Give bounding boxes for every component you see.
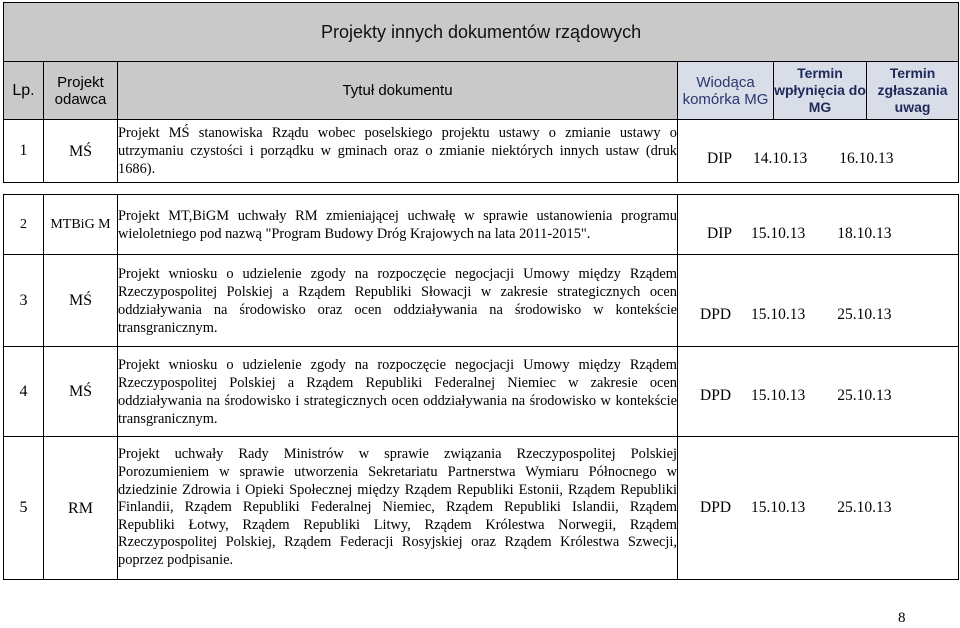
row-received-date: 15.10.13 [751,305,806,323]
row-dates [678,347,959,437]
row-title: Projekt wniosku o udzielenie zgody na rozpoczęcie negocjacji Umowy między Rządem Rzeczypospolitej Polskiej a Rządem Republiki Słowacji w zakresie strategicznych ocen oddziaływania na środowisko oraz ocen oddziaływania na środowisko w kontekście transgranicznym. [118,255,678,347]
table-row [4,255,959,347]
row-received-date: 15.10.13 [751,386,806,404]
row-deadline: 25.10.13 [837,499,892,516]
table-row [4,437,959,580]
table-row [4,120,959,183]
row-org: MŚ [44,255,118,347]
page-title: Projekty innych dokumentów rządowych [4,3,959,62]
header-deadline: Termin zgłaszania uwag [867,62,959,120]
row-lp: 5 [4,437,44,580]
header-title: Tytuł dokumentu [118,62,678,120]
row-title: Projekt MŚ stanowiska Rządu wobec poselskiego projektu ustawy o zmianie ustawy o utrzymaniu czystości i porządku w gminach oraz o zmianie niektórych innych ustaw (druk 1686). [118,120,678,183]
row-deadline: 25.10.13 [837,386,892,404]
row-received-date: 15.10.13 [750,224,806,242]
row-dates [678,120,959,183]
row-title: Projekt wniosku o udzielenie zgody na rozpoczęcie negocjacji Umowy między Rządem Rzeczypospolitej Polskiej a Rządem Republiki Federalnej Niemiec w zakresie ocen oddziaływania na środowisko i strategicznych ocen oddziaływania na środowisko w kontekście transgranicznym. [118,347,678,437]
row-lp: 4 [4,347,44,437]
row-received-date: 15.10.13 [751,499,806,516]
row-lp: 3 [4,255,44,347]
row-dates [678,255,959,347]
row-lead-unit: DPD [700,499,732,516]
header-row [4,62,959,120]
row-lp: 2 [4,195,44,255]
header-received-date: Termin wpłynięcia do MG [774,62,867,120]
row-org: MŚ [44,120,118,183]
row-lp: 1 [4,120,44,183]
header-lp: Lp. [4,62,44,120]
row-lead-unit: DPD [700,386,732,404]
row-deadline: 18.10.13 [837,224,892,242]
row-deadline: 16.10.13 [839,150,894,167]
title-row [4,3,959,62]
row-lead-unit: DIP [707,224,732,242]
table-row [4,195,959,255]
row-title: Projekt MT,BiGM uchwały RM zmieniającej uchwałę w sprawie ustanowienia programu wieloletniego pod nazwą "Program Budowy Dróg Krajowych na lata 2011-2015". [118,195,678,255]
page-number: 8 [898,610,906,626]
table-row [4,347,959,437]
row-received-date: 14.10.13 [752,150,808,167]
row-org: RM [44,437,118,580]
row-lead-unit: DPD [700,305,732,323]
row-dates [678,437,959,580]
row-dates [678,195,959,255]
header-projekt-odawca: Projekt odawca [44,62,118,120]
header-lead-unit: Wiodąca komórka MG [678,62,774,120]
documents-table [3,2,959,580]
row-org: MŚ [44,347,118,437]
row-deadline: 25.10.13 [837,305,892,323]
row-title: Projekt uchwały Rady Ministrów w sprawie związania Rzeczypospolitej Polskiej Porozumieniem w sprawie utworzenia Sekretariatu Partnerstwa Wymiaru Północnego w dziedzinie Zdrowia i Opieki Społecznej między Rządem Republiki Estonii, Rządem Republiki Finlandii, Rządem Republiki Federalnej Niemiec, Rządem Republiki Islandii, Rządem Republiki Łotwy, Rządem Republiki Litwy, Rządem Królestwa Norwegii, Rządem Rzeczypospolitej Polskiej, Rządem Federacji Rosyjskiej oraz Rządem Królestwa Szwecji, poprzez podpisanie. [118,437,678,580]
row-lead-unit: DIP [707,150,732,167]
row-org: MTBiG M [44,195,118,255]
